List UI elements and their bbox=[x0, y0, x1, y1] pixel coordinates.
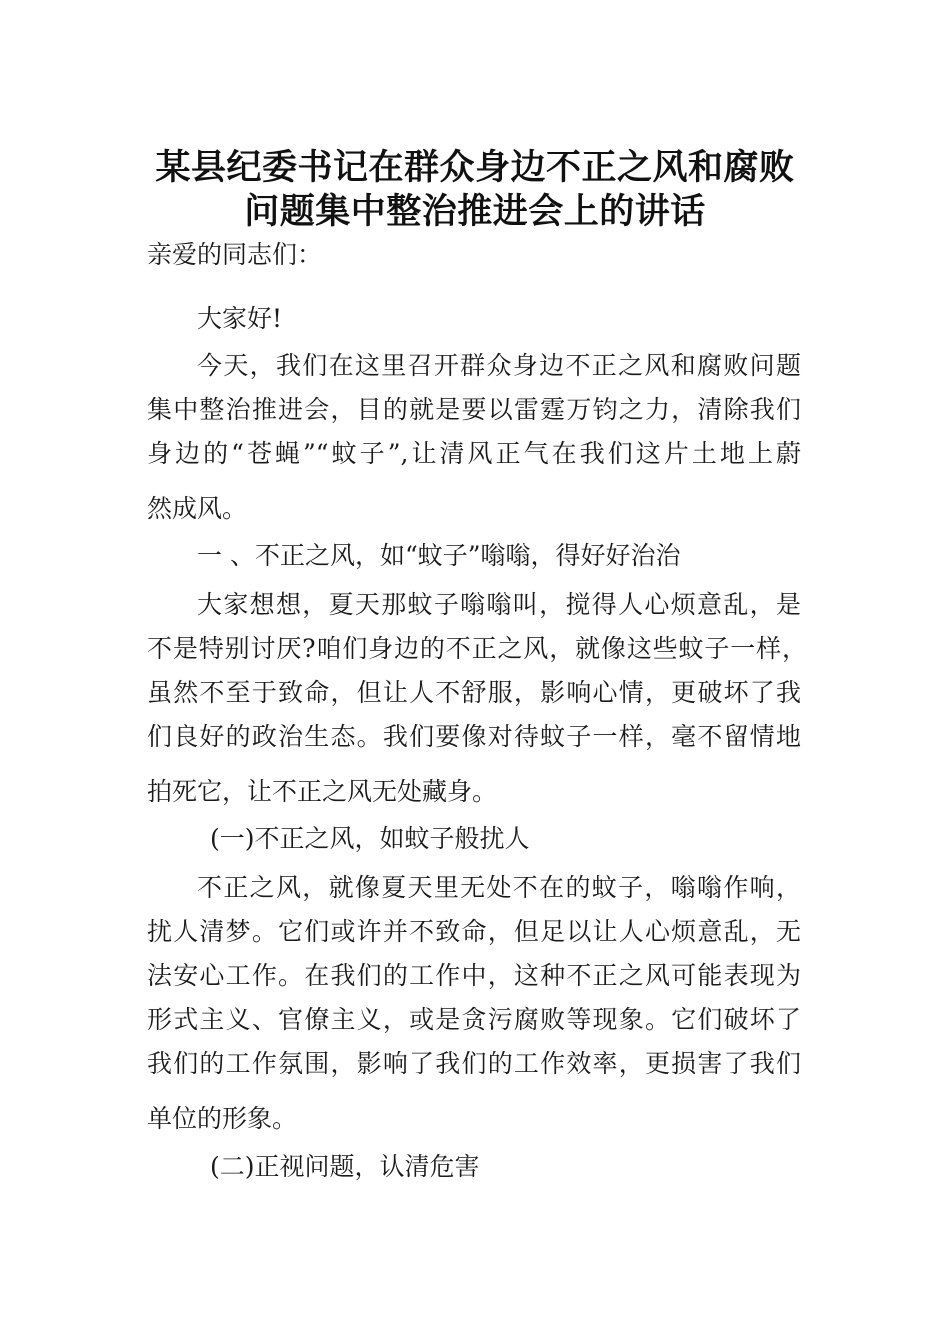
paragraph-3-line: 单位的形象。 bbox=[147, 1104, 298, 1133]
greeting: 大家好! bbox=[197, 304, 283, 333]
paragraph-3-line: 扰人清梦。它们或许并不致命，但足以让人心烦意乱，无 bbox=[147, 917, 801, 946]
paragraph-1-line: 集中整治推进会，目的就是要以雷霆万钧之力，清除我们 bbox=[147, 395, 801, 424]
paragraph-3-line: 法安心工作。在我们的工作中，这种不正之风可能表现为 bbox=[147, 961, 801, 990]
paragraph-1-line: 今天，我们在这里召开群众身边不正之风和腐败问题 bbox=[197, 351, 801, 380]
paragraph-2-line: 拍死它，让不正之风无处藏身。 bbox=[147, 777, 498, 806]
document-title-line-1: 某县纪委书记在群众身边不正之风和腐败 bbox=[155, 148, 795, 188]
paragraph-3-line: 不正之风，就像夏天里无处不在的蚊子，嗡嗡作响， bbox=[197, 873, 801, 902]
paragraph-2-line: 们良好的政治生态。我们要像对待蚊子一样，毫不留情地 bbox=[147, 722, 801, 751]
paragraph-2-line: 大家想想，夏天那蚊子嗡嗡叫，搅得人心烦意乱，是 bbox=[197, 590, 801, 619]
paragraph-3-line: 我们的工作氛围，影响了我们的工作效率，更损害了我们 bbox=[147, 1049, 801, 1078]
subheading-1: (一)不正之风，如蚊子般扰人 bbox=[210, 824, 530, 853]
paragraph-2-line: 不是特别讨厌?咱们身边的不正之风，就像这些蚊子一样， bbox=[147, 634, 807, 663]
salutation: 亲爱的同志们： bbox=[147, 240, 323, 269]
paragraph-3-line: 形式主义、官僚主义，或是贪污腐败等现象。它们破坏了 bbox=[147, 1005, 801, 1034]
section-heading-1: 一 、不正之风，如“蚊子”嗡嗡，得好好治治 bbox=[197, 541, 681, 570]
paragraph-2-line: 虽然不至于致命，但让人不舒服，影响心情，更破坏了我 bbox=[147, 678, 801, 707]
paragraph-1-line: 然成风。 bbox=[147, 494, 248, 523]
paragraph-1-line: 身边的“苍蝇”“蚊子”,让清风正气在我们这片土地上蔚 bbox=[147, 439, 801, 468]
document-title-line-2: 问题集中整治推进会上的讲话 bbox=[244, 192, 706, 232]
subheading-2: (二)正视问题，认清危害 bbox=[210, 1152, 480, 1181]
